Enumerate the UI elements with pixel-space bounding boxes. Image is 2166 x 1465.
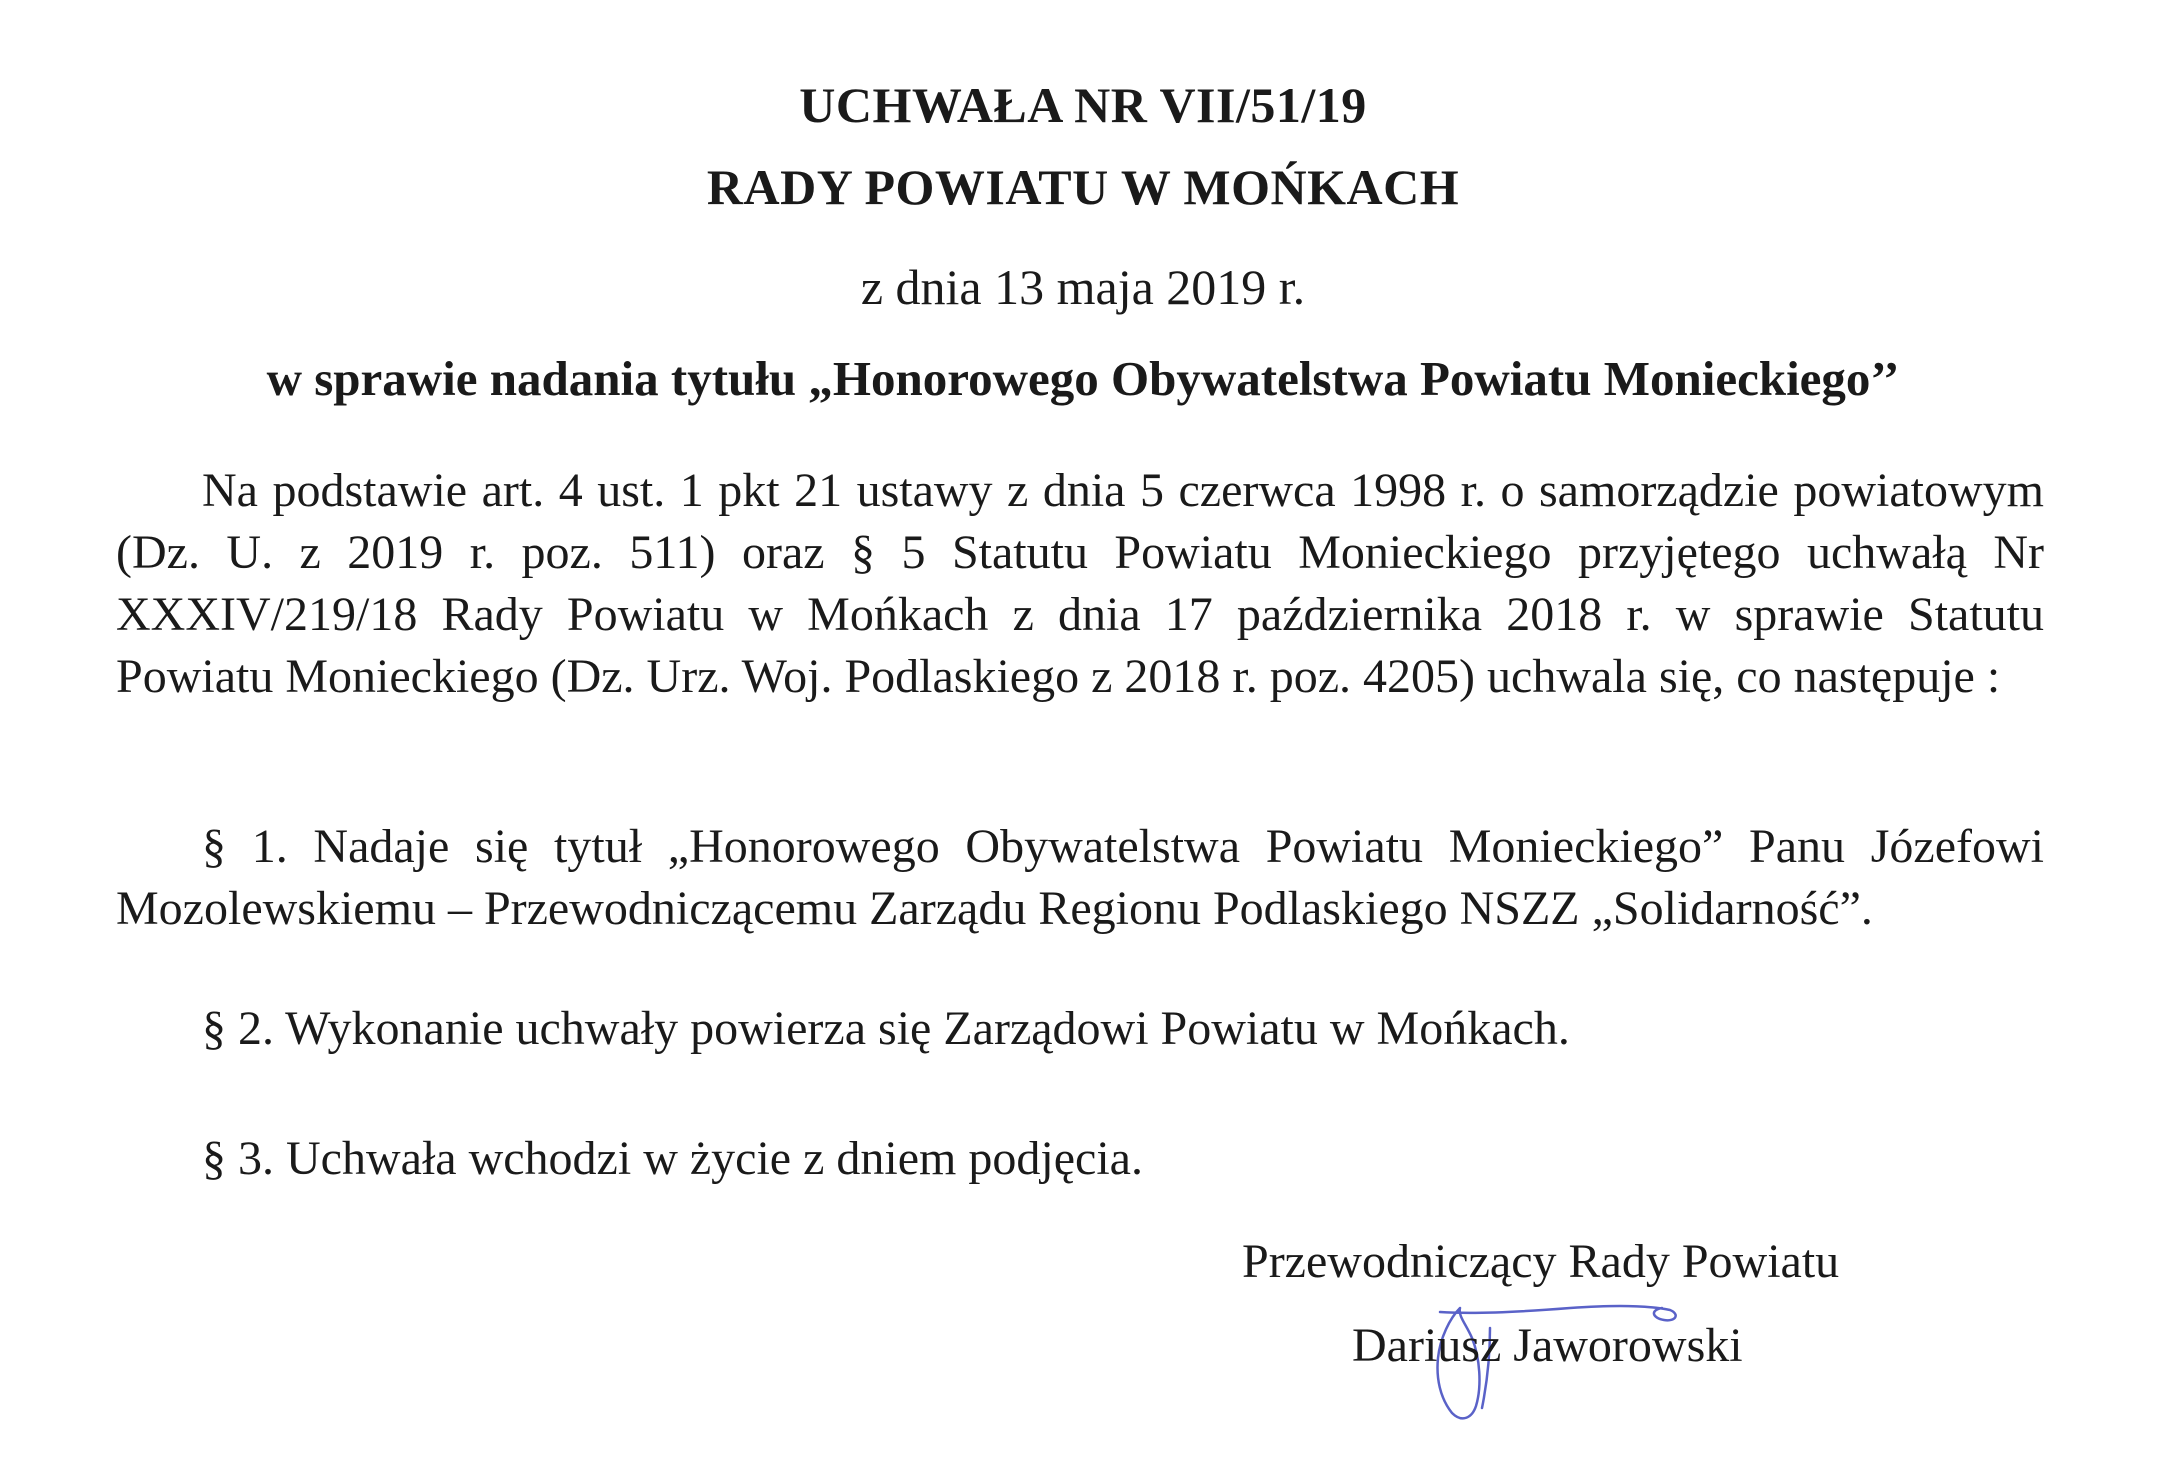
- resolution-subject: w sprawie nadania tytułu „Honorowego Obywatelstwa Powiatu Monieckiego’’: [266, 351, 1900, 406]
- resolution-number-title: UCHWAŁA NR VII/51/19: [799, 77, 1367, 133]
- resolution-date: z dnia 13 maja 2019 r.: [860, 259, 1306, 315]
- paragraph-3: § 3. Uchwała wchodzi w życie z dniem podjęcia.: [202, 1132, 1143, 1185]
- signatory-name: Dariusz Jaworowski: [1352, 1319, 1743, 1372]
- paragraph-1: § 1. Nadaje się tytuł „Honorowego Obywatelstwa Powiatu Monieckiego” Panu Józefowi Mozolewskiemu – Przewodniczącemu Zarządu Regionu Podlaskiego NSZZ „Solidarność”.: [116, 820, 2044, 935]
- council-title: RADY POWIATU W MOŃKACH: [706, 159, 1460, 215]
- paragraph-2: § 2. Wykonanie uchwały powierza się Zarządowi Powiatu w Mońkach.: [202, 1002, 1570, 1055]
- legal-basis-preamble: Na podstawie art. 4 ust. 1 pkt 21 ustawy z dnia 5 czerwca 1998 r. o samorządzie powiatowym (Dz. U. z 2019 r. poz. 511) oraz § 5 Statutu Powiatu Monieckiego przyjętego uchwałą Nr XXXIV/219/18 Rady Powiatu w Mońkach z dnia 17 października 2018 r. w sprawie Statutu Powiatu Monieckiego (Dz. Urz. Woj. Podlaskiego z 2018 r. poz. 4205) uchwala się, co następuje :: [116, 464, 2044, 703]
- signatory-role: Przewodniczący Rady Powiatu: [1242, 1235, 1840, 1288]
